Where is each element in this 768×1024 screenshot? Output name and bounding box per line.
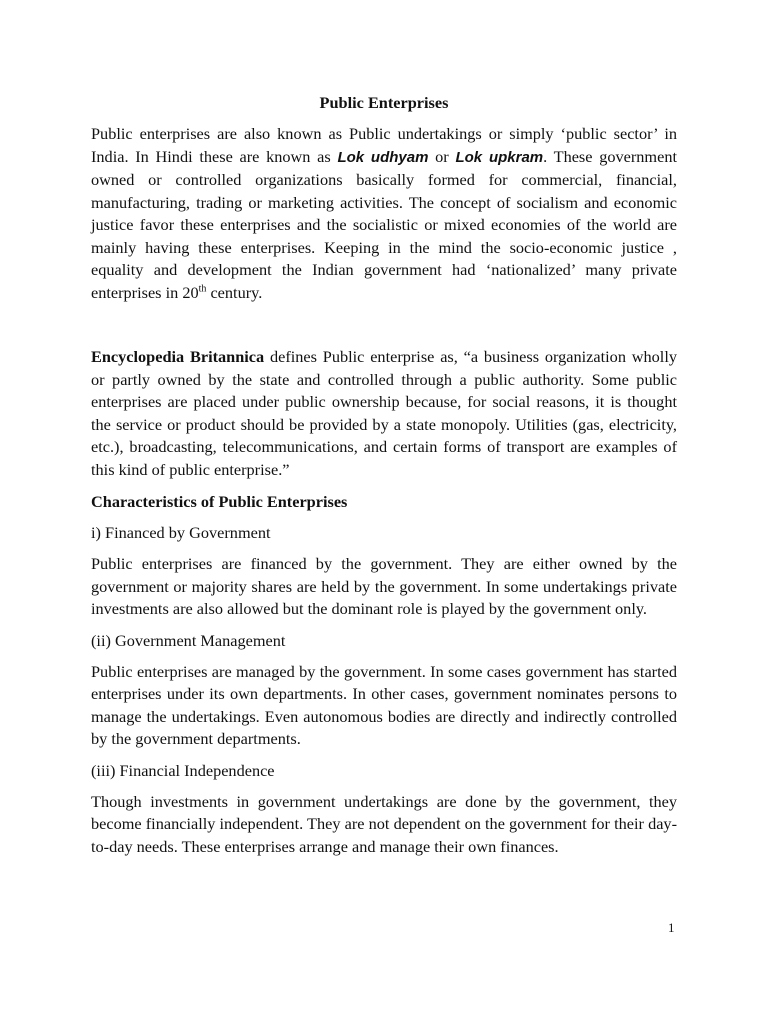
intro-text-2: . These government owned or controlled organizations basically formed for commercial, financial, manufacturing, trading or marketing activities. The concept of socialism and economic justice favor these enterprises and the socialistic or mixed economies of the world are mainly having these enterprises. Keeping in the mind the socio-economic justice , equality and development the Indian government had ‘nationalized’ many private enterprises in 20 xyxy=(91,146,677,302)
term-lok-udhyam: Lok udhyam xyxy=(337,148,429,166)
definition-paragraph xyxy=(91,346,677,481)
definition-source: Encyclopedia Britannica xyxy=(91,347,265,366)
characteristic-body-1: Public enterprises are financed by the government. They are either owned by the government or majority shares are held by the government. In some undertakings private investments are also allowed but the dominant role is played by the government only. xyxy=(91,554,677,618)
document-page xyxy=(91,92,677,867)
page-title: Public Enterprises xyxy=(319,93,449,112)
characteristic-heading-3: (iii) Financial Independence xyxy=(91,760,275,780)
characteristic-body-2: Public enterprises are managed by the government. In some cases government has started enterprises under its own departments. In other cases, government nominates persons to manage the undertakings. Even autonomous bodies are directly and indirectly controlled by the government departments. xyxy=(91,661,677,748)
term-lok-upkram: Lok upkram xyxy=(455,148,544,166)
intro-paragraph xyxy=(91,123,677,304)
ordinal-superscript: th xyxy=(198,283,207,295)
intro-text-3: century. xyxy=(206,282,263,302)
intro-text-1: Public enterprises are also known as Public undertakings or simply ‘public sector’ in India. In Hindi these are known as xyxy=(91,124,677,166)
definition-text: defines Public enterprise as, “a business organization wholly or partly owned by the state and controlled through a public authority. Some public enterprises are placed under public ownership because, for social reasons, it is thought the service or product should be provided by a state monopoly. Utilities (gas, electricity, etc.), broadcasting, telecommunications, and certain forms of transport are examples of this kind of public enterprise.” xyxy=(91,347,677,479)
intro-or: or xyxy=(428,146,456,166)
page-number: 1 xyxy=(668,920,675,935)
characteristic-heading-1: i) Financed by Government xyxy=(91,523,271,542)
characteristic-body-3: Though investments in government undertakings are done by the government, they become financially independent. They are not dependent on the government for their day- to-day needs. These enterprises arrange and manage their own finances. xyxy=(91,791,677,856)
characteristic-heading-2: (ii) Government Management xyxy=(91,630,286,650)
characteristics-heading: Characteristics of Public Enterprises xyxy=(91,492,348,511)
